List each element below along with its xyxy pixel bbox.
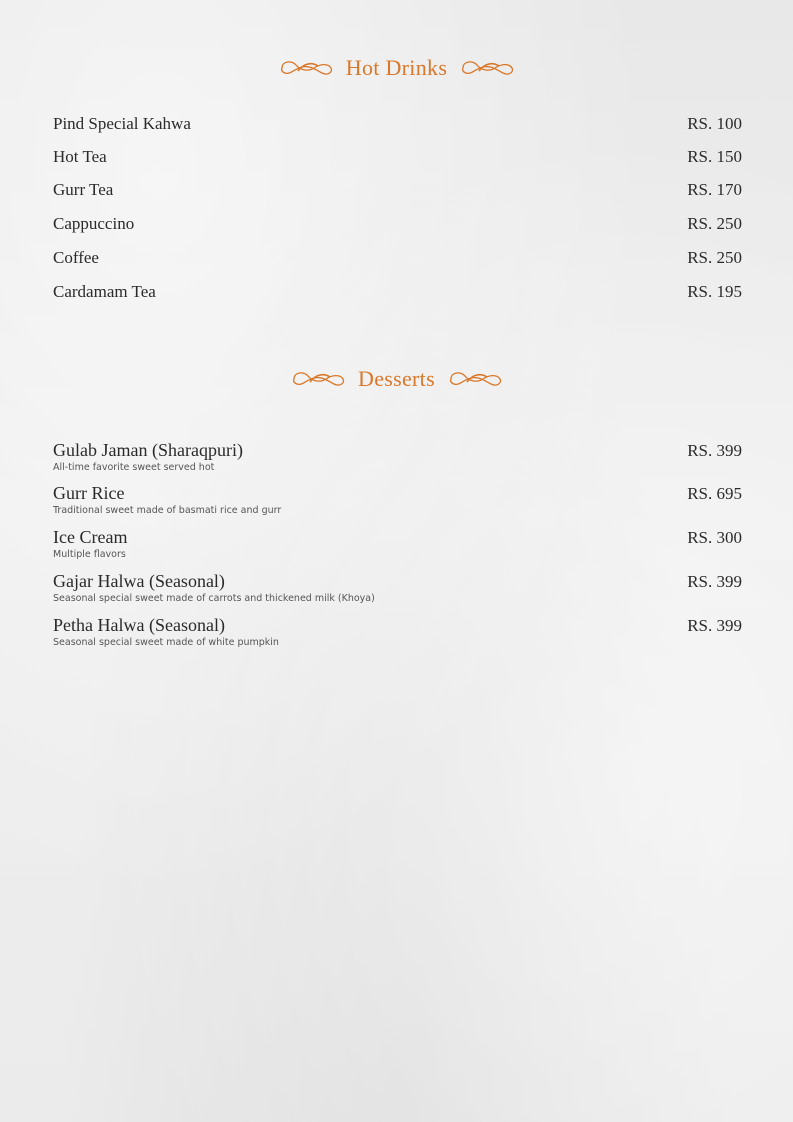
desserts-heading	[0, 366, 793, 392]
item-name: Petha Halwa (Seasonal)	[53, 615, 225, 635]
menu-item	[53, 615, 742, 648]
menu-item	[53, 440, 742, 473]
item-description: Seasonal special sweet made of carrots and thickened milk (Khoya)	[53, 593, 375, 604]
item-name: Hot Tea	[53, 147, 107, 166]
item-description: Traditional sweet made of basmati rice and gurr	[53, 505, 282, 516]
hot-drinks-title: Hot Drinks	[345, 55, 448, 80]
item-description: All-time favorite sweet served hot	[53, 462, 215, 473]
hot-drinks-heading	[0, 55, 793, 81]
menu-item	[53, 483, 742, 516]
item-name: Cardamam Tea	[53, 282, 156, 301]
item-price: RS. 300	[687, 528, 742, 547]
item-price: RS. 250	[687, 248, 742, 267]
item-description: Seasonal special sweet made of white pumpkin	[53, 637, 279, 648]
flourish-left-icon	[278, 57, 334, 79]
item-price: RS. 695	[687, 484, 742, 503]
item-price: RS. 150	[687, 147, 742, 166]
item-name: Gurr Rice	[53, 483, 125, 503]
item-name: Ice Cream	[53, 527, 128, 547]
item-price: RS. 399	[687, 572, 742, 591]
item-price: RS. 399	[687, 616, 742, 635]
item-price: RS. 100	[687, 114, 742, 133]
desserts-title: Desserts	[358, 366, 435, 391]
item-name: Pind Special Kahwa	[53, 114, 191, 133]
item-price: RS. 195	[687, 282, 742, 301]
flourish-left-icon	[290, 368, 346, 390]
menu-item	[53, 147, 742, 167]
flourish-right-icon	[459, 57, 515, 79]
item-description: Multiple flavors	[53, 549, 126, 560]
menu-item	[53, 214, 742, 234]
item-price: RS. 170	[687, 180, 742, 199]
menu-item	[53, 180, 742, 200]
item-name: Cappuccino	[53, 214, 135, 233]
menu-item	[53, 571, 742, 604]
item-price: RS. 399	[687, 441, 742, 460]
item-name: Coffee	[53, 248, 99, 267]
menu-item	[53, 282, 742, 302]
menu-item	[53, 248, 742, 268]
menu-item	[53, 527, 742, 560]
item-name: Gajar Halwa (Seasonal)	[53, 571, 225, 591]
item-name: Gulab Jaman (Sharaqpuri)	[53, 440, 243, 460]
item-name: Gurr Tea	[53, 180, 114, 199]
menu-item	[53, 114, 742, 134]
item-price: RS. 250	[687, 214, 742, 233]
flourish-right-icon	[447, 368, 503, 390]
